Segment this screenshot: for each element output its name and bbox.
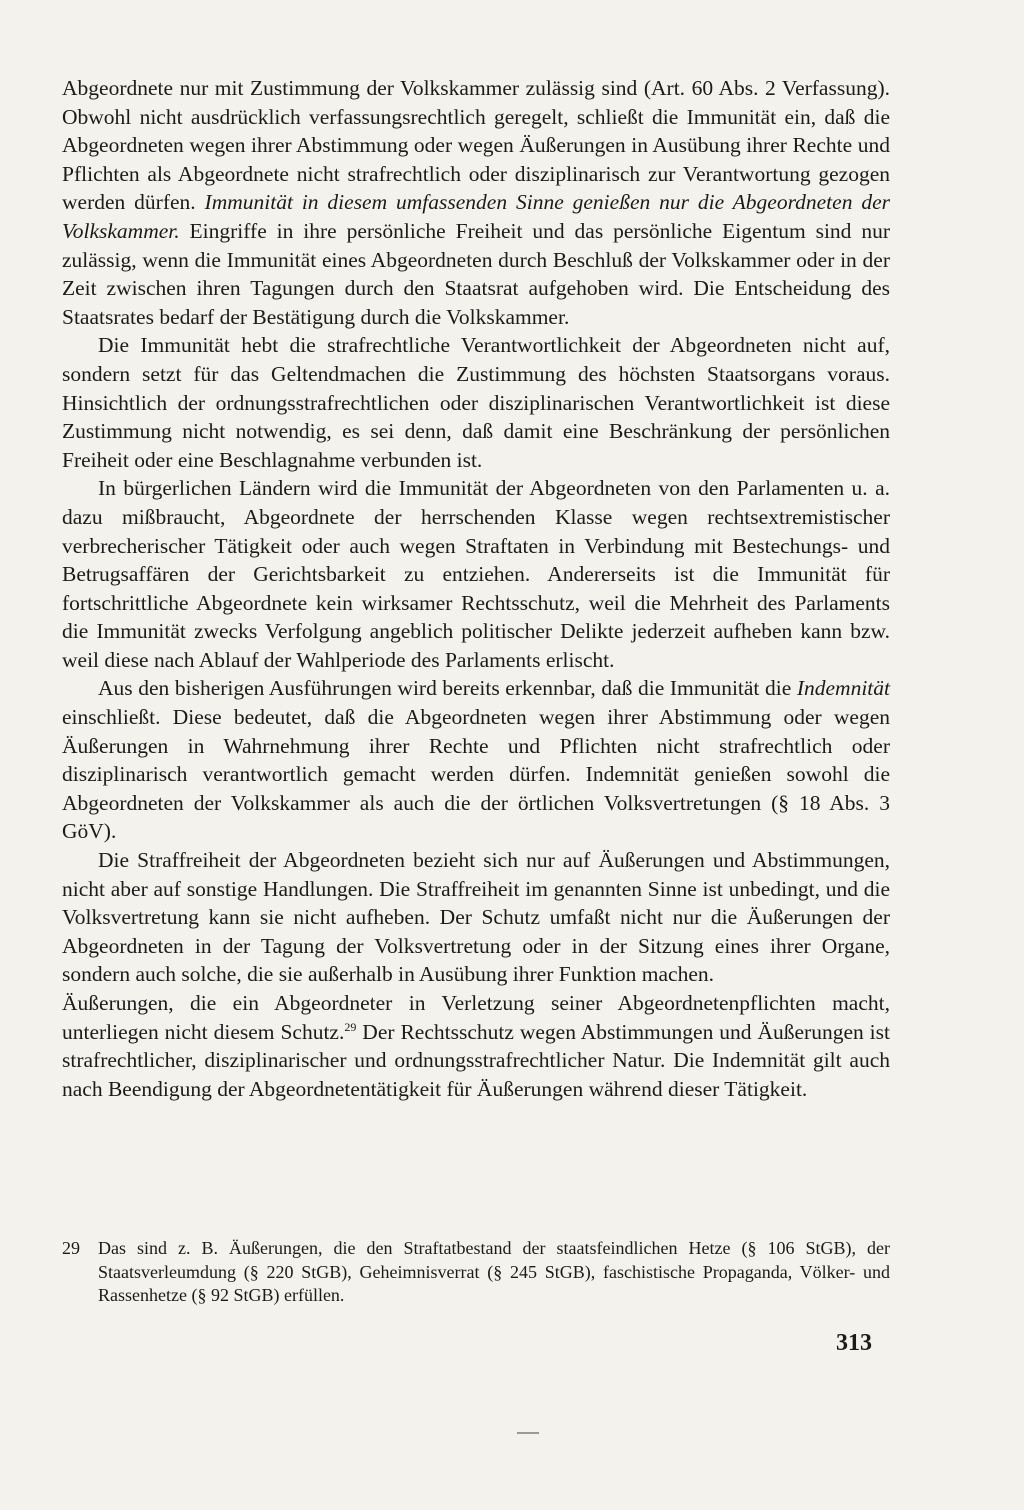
p1-text-a: Abgeordnete nur mit Zustimmung der Volkskammer zulässig sind (Art. 60 Abs. 2 Verfassung). Obwohl nicht ausdrücklich verfassungsrechtlich geregelt, schließt die Immunität ein, daß die Abgeordneten wegen ihrer Abstimmung oder wegen Äußerungen in Ausübung ihrer Rechte und Pflichten als Abgeordnete nicht strafrechtlich oder disziplinarisch zur Verantwortung gezogen werden dürfen.: [62, 76, 890, 215]
paragraph-4: [62, 674, 890, 846]
footnote-text: Das sind z. B. Äußerungen, die den Straftatbestand der staatsfeindlichen Hetze (§ 106 StGB), der Staatsverleumdung (§ 220 StGB), Geheimnisverrat (§ 245 StGB), faschistische Propaganda, Völker- und Rassenhetze (§ 92 StGB) erfüllen.: [98, 1238, 890, 1305]
paragraph-5: [62, 846, 890, 989]
p4-text-b: einschließt. Diese bedeutet, daß die Abgeordneten wegen ihrer Abstimmung oder wegen Äußerungen in Wahrnehmung ihrer Rechte und Pflichten nicht strafrechtlich oder disziplinarisch verantwortlich gemacht werden dürfen. Indemnität genießen sowohl die Abgeordneten der Volkskammer als auch die der örtlichen Volksvertretungen (§ 18 Abs. 3 GöV).: [62, 705, 890, 844]
paragraph-3: [62, 474, 890, 674]
p1-text-b: Eingriffe in ihre persönliche Freiheit und das persönliche Eigentum sind nur zulässig, wenn die Immunität eines Abgeordneten durch Beschluß der Volkskammer oder in der Zeit zwischen ihren Tagungen durch den Staatsrat aufgehoben wird. Die Entscheidung des Staatsrates bedarf der Bestätigung durch die Volkskammer.: [62, 218, 890, 329]
p3-text: In bürgerlichen Ländern wird die Immunität der Abgeordneten von den Parlamenten u. a. dazu mißbraucht, Abgeordnete der herrschenden Klasse wegen rechtsextremistischer verbrecherischer Tätigkeit oder auch wegen Straftaten in Verbindung mit Bestechungs- und Betrugsaffären der Gerichtsbarkeit zu entziehen. Andererseits ist die Immunität für fortschrittliche Abgeordnete kein wirksamer Rechtsschutz, weil die Mehrheit des Parlaments die Immunität zwecks Verfolgung angeblich politischer Delikte jederzeit aufheben kann bzw. weil diese nach Ablauf der Wahlperiode des Parlaments erlischt.: [62, 476, 890, 672]
paragraph-6: [62, 989, 890, 1103]
p5-text: Die Straffreiheit der Abgeordneten bezieht sich nur auf Äußerungen und Abstimmungen, nicht aber auf sonstige Handlungen. Die Straffreiheit im genannten Sinne ist unbedingt, und die Volksvertretung kann sie nicht aufheben. Der Schutz umfaßt nicht nur die Äußerungen der Abgeordneten in der Tagung der Volksvertretung oder in der Sitzung eines ihrer Organe, sondern auch solche, die sie außerhalb in Ausübung ihrer Funktion machen.: [62, 848, 890, 987]
paragraph-2: [62, 331, 890, 474]
footnote-ref: 29: [344, 1019, 357, 1034]
p6-text-b: Der Rechtsschutz wegen Abstimmungen und Äußerungen ist strafrechtlicher, disziplinarischer und ordnungsstrafrechtlicher Natur. Die Indemnität gilt auch nach Beendigung der Abgeordnetentätigkeit für Äußerungen während dieser Tätigkeit.: [62, 1019, 890, 1101]
footnote-number: 29: [62, 1238, 80, 1258]
paragraph-1: [62, 74, 890, 331]
scan-speck: [517, 1432, 539, 1434]
page-number: 313: [836, 1330, 872, 1356]
p4-text-a: Aus den bisherigen Ausführungen wird bereits erkennbar, daß die Immunität die: [98, 676, 797, 701]
p2-text: Die Immunität hebt die strafrechtliche Verantwortlichkeit der Abgeordneten nicht auf, sondern setzt für das Geltendmachen die Zustimmung des höchsten Staatsorgans voraus. Hinsichtlich der ordnungsstrafrechtlichen oder disziplinarischen Verantwortlichkeit ist diese Zustimmung nicht notwendig, es sei denn, daß damit eine Beschränkung der persönlichen Freiheit oder eine Beschlagnahme verbunden ist.: [62, 333, 890, 472]
p6-text-a: Äußerungen, die ein Abgeordneter in Verletzung seiner Abgeordnetenpflichten macht, unterliegen nicht diesem Schutz.: [62, 991, 890, 1044]
p4-emphasis: Indemnität: [796, 676, 890, 701]
footnote: [62, 1237, 890, 1308]
page-body: [62, 74, 890, 1103]
p1-emphasis: Immunität in diesem umfassenden Sinne genießen nur die Abgeordneten der Volkskammer.: [62, 190, 890, 243]
